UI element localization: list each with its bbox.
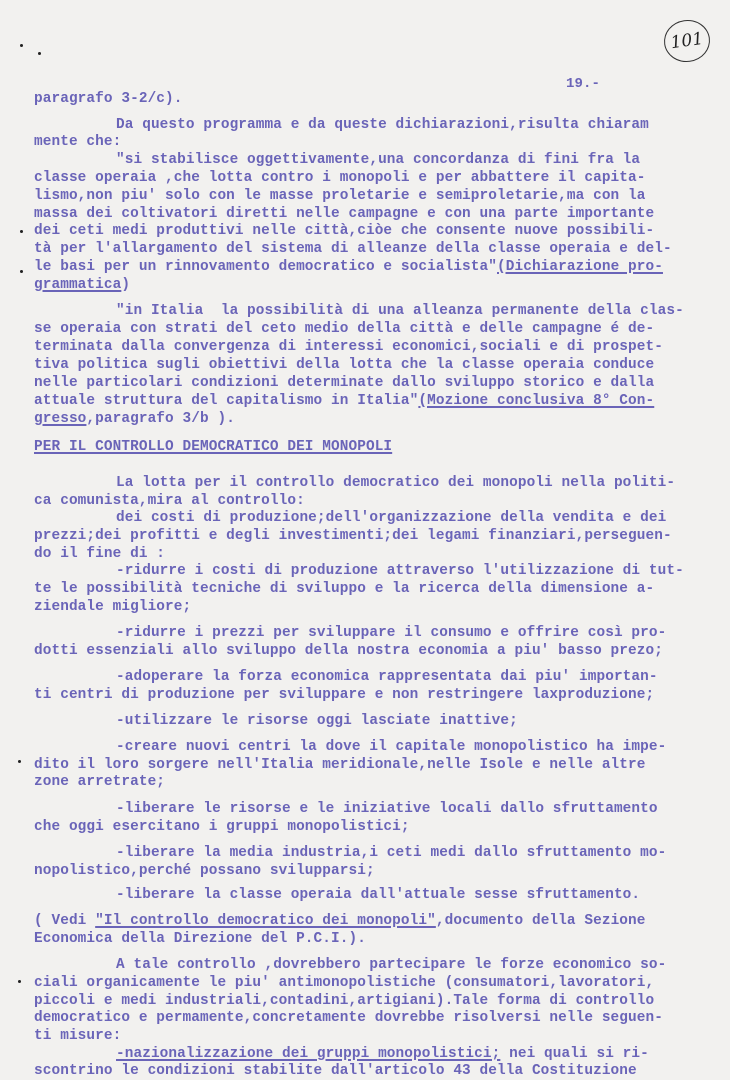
- text-fragment: nei quali si ri-: [500, 1046, 649, 1062]
- text-line: che oggi esercitano i gruppi monopolistici;: [34, 819, 410, 835]
- text-line: massa dei coltivatori diretti nelle campagne e con una parte importante: [34, 206, 655, 222]
- text-line: -utilizzare le risorse oggi lasciate inattive;: [116, 713, 518, 729]
- text-line: mente che:: [34, 134, 122, 150]
- text-line: [34, 410, 235, 428]
- text-line: [116, 1045, 649, 1063]
- text-line: [34, 276, 130, 294]
- text-line: "in Italia la possibilità di una alleanza permanente della clas-: [116, 303, 684, 319]
- text-line: -creare nuovi centri la dove il capitale monopolistico ha impe-: [116, 739, 667, 755]
- text-line: Da questo programma e da queste dichiarazioni,risulta chiaram: [116, 117, 649, 133]
- margin-mark: [20, 44, 23, 47]
- text-line: [34, 392, 654, 410]
- section-heading: PER IL CONTROLLO DEMOCRATICO DEI MONOPOLI: [34, 439, 393, 455]
- text-line: ca comunista,mira al controllo:: [34, 493, 305, 509]
- text-line: classe operaia ,che lotta contro i monopoli e per abbattere il capita-: [34, 170, 646, 186]
- text-line: dei ceti medi produttivi nelle città,ciòe che consente nuove possibili-: [34, 223, 655, 239]
- text-line: nelle particolari condizioni determinate dallo sviluppo storico e dalla: [34, 375, 655, 391]
- text-line: prezzi;dei profitti e degli investimenti;dei legami finanziari,perseguen-: [34, 528, 672, 544]
- text-line: -ridurre i prezzi per sviluppare il consumo e offrire così pro-: [116, 625, 667, 641]
- text-line: dei costi di produzione;dell'organizzazione della vendita e dei: [116, 510, 667, 526]
- text-line: lismo,non piu' solo con le masse proletarie e semiproletarie,ma con la: [34, 188, 646, 204]
- margin-mark: [18, 980, 21, 983]
- text-line: -liberare le risorse e le iniziative locali dallo sfruttamento: [116, 801, 658, 817]
- text-line: tiva politica sugli obiettivi della lotta che la classe operaia conduce: [34, 357, 655, 373]
- margin-mark: [38, 52, 41, 55]
- citation-link: (Dichiarazione pro-: [497, 259, 663, 275]
- text-line: Economica della Direzione del P.C.I.).: [34, 931, 366, 947]
- text-line: democratico e permamente,concretamente dovrebbe risolversi nelle seguen-: [34, 1010, 663, 1026]
- text-line: dotti essenziali allo sviluppo della nostra economia a piu' basso prezo;: [34, 643, 663, 659]
- text-line: ziendale migliore;: [34, 599, 192, 615]
- text-line: A tale controllo ,dovrebbero partecipare le forze economico so-: [116, 957, 667, 973]
- citation-link: "Il controllo democratico dei monopoli": [95, 913, 436, 929]
- margin-mark: [18, 760, 21, 763]
- text-line: ti centri di produzione per sviluppare e non restringere laxproduzione;: [34, 687, 655, 703]
- text-fragment: le basi per un rinnovamento democratico e socialista": [34, 259, 497, 275]
- text-line: "si stabilisce oggettivamente,una concordanza di fini fra la: [116, 152, 641, 168]
- text-line: [34, 258, 663, 276]
- text-line: piccoli e medi industriali,contadini,artigiani).Tale forma di controllo: [34, 993, 655, 1009]
- text-line: dito il loro sorgere nell'Italia meridionale,nelle Isole e nelle altre: [34, 757, 646, 773]
- text-line: terminata dalla convergenza di interessi economici,sociali e di prospet-: [34, 339, 663, 355]
- citation-link: -nazionalizzazione dei gruppi monopolistici;: [116, 1046, 501, 1062]
- text-line: ti misure:: [34, 1028, 122, 1044]
- text-fragment: ,documento della Sezione: [435, 913, 646, 929]
- text-fragment: ): [121, 277, 131, 293]
- text-line: ciali organicamente le piu' antimonopolistiche (consumatori,lavoratori,: [34, 975, 655, 991]
- text-line: -liberare la classe operaia dall'attuale sesse sfruttamento.: [116, 887, 641, 903]
- archive-stamp: 101: [661, 17, 712, 65]
- text-line: do il fine di :: [34, 546, 166, 562]
- text-line: te le possibilità tecniche di sviluppo e la ricerca della dimensione a-: [34, 581, 655, 597]
- text-fragment: ( Vedi: [34, 913, 96, 929]
- citation-link: gresso: [34, 411, 87, 427]
- page-number: 19.-: [566, 76, 601, 92]
- text-line: -ridurre i costi di produzione attraverso l'utilizzazione di tut-: [116, 563, 684, 579]
- text-line: [34, 912, 646, 930]
- text-line: -liberare la media industria,i ceti medi dallo sfruttamento mo-: [116, 845, 667, 861]
- citation-link: (Mozione conclusiva 8° Con-: [418, 393, 655, 409]
- text-line: paragrafo 3-2/c).: [34, 91, 183, 107]
- text-line: La lotta per il controllo democratico dei monopoli nella politi-: [116, 475, 676, 491]
- margin-mark: [20, 270, 23, 273]
- text-line: scontrino le condizioni stabilite dall'articolo 43 della Costituzione: [34, 1063, 637, 1079]
- text-line: -adoperare la forza economica rappresentata dai piu' importan-: [116, 669, 658, 685]
- text-fragment: attuale struttura del capitalismo in Italia": [34, 393, 419, 409]
- text-line: zone arretrate;: [34, 774, 166, 790]
- citation-link: grammatica: [34, 277, 122, 293]
- text-line: se operaia con strati del ceto medio della città e delle campagne é de-: [34, 321, 655, 337]
- text-line: tà per l'allargamento del sistema di alleanze della classe operaia e del-: [34, 241, 672, 257]
- margin-mark: [20, 230, 23, 233]
- text-line: nopolistico,perché possano svilupparsi;: [34, 863, 375, 879]
- text-fragment: ,paragrafo 3/b ).: [86, 411, 235, 427]
